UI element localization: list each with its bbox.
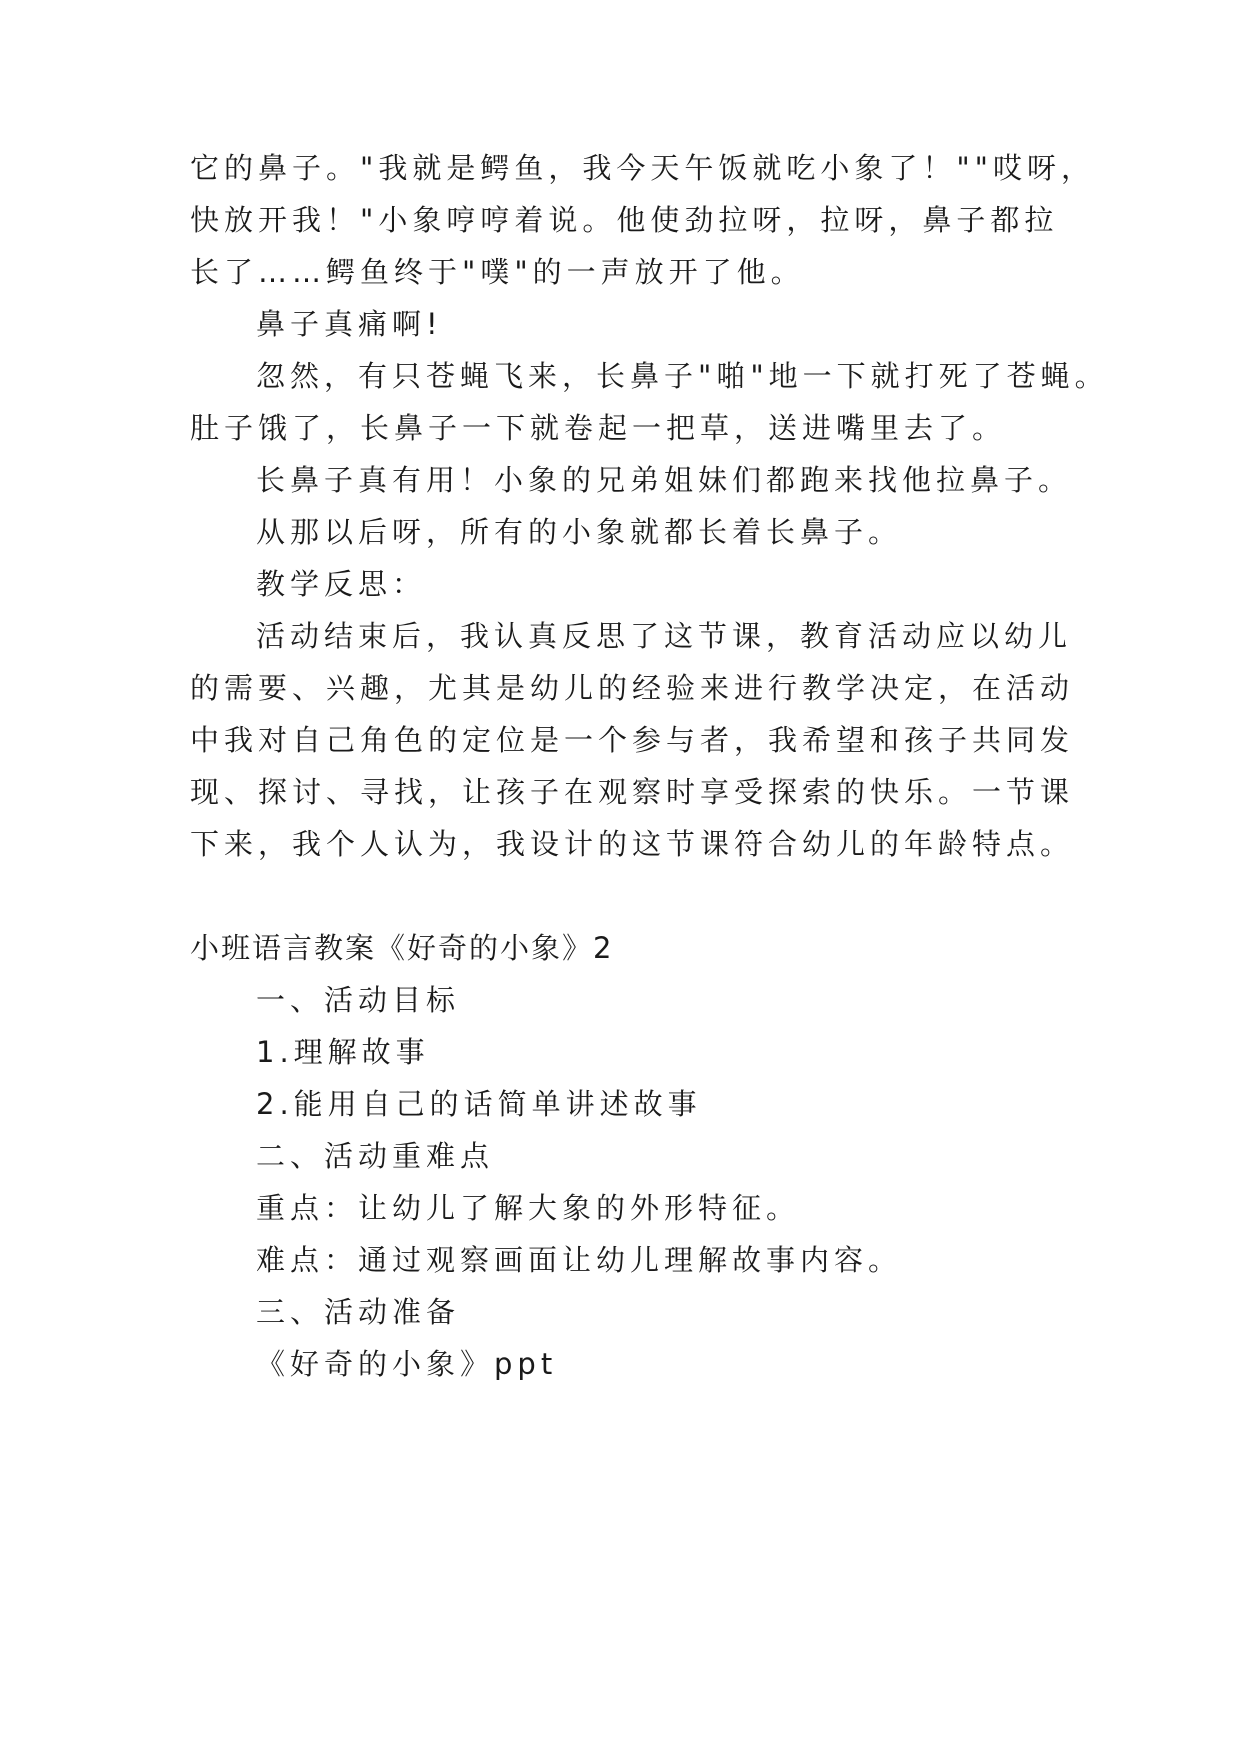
outline-item: 2.能用自己的话简单讲述故事 (256, 1087, 702, 1121)
section-title: 小班语言教案《好奇的小象》2 (190, 931, 614, 965)
reflection-line: 下来，我个人认为，我设计的这节课符合幼儿的年龄特点。 (190, 827, 1075, 861)
story-line: 忽然，有只苍蝇飞来，长鼻子"啪"地一下就打死了苍蝇。 (256, 359, 1109, 393)
outline-item: 难点：通过观察画面让幼儿理解故事内容。 (256, 1243, 903, 1277)
outline-item: 《好奇的小象》ppt (256, 1347, 558, 1381)
story-line: 肚子饿了，长鼻子一下就卷起一把草，送进嘴里去了。 (190, 411, 1007, 445)
story-line: 鼻子真痛啊! (256, 307, 443, 341)
story-line: 长鼻子真有用！小象的兄弟姐妹们都跑来找他拉鼻子。 (256, 463, 1073, 497)
outline-item: 1.理解故事 (256, 1035, 430, 1069)
outline-item: 二、活动重难点 (256, 1139, 495, 1173)
reflection-line: 中我对自己角色的定位是一个参与者，我希望和孩子共同发 (190, 723, 1075, 757)
reflection-line: 活动结束后，我认真反思了这节课，教育活动应以幼儿 (256, 619, 1073, 653)
story-line: 从那以后呀，所有的小象就都长着长鼻子。 (256, 515, 903, 549)
outline-item: 三、活动准备 (256, 1295, 461, 1329)
story-line: 快放开我！"小象哼哼着说。他使劲拉呀，拉呀，鼻子都拉 (190, 203, 1059, 237)
reflection-line: 的需要、兴趣，尤其是幼儿的经验来进行教学决定，在活动 (190, 671, 1075, 705)
story-line: 长了……鳄鱼终于"噗"的一声放开了他。 (190, 255, 805, 289)
outline-item: 重点：让幼儿了解大象的外形特征。 (256, 1191, 801, 1225)
story-line: 它的鼻子。"我就是鳄鱼，我今天午饭就吃小象了！""哎呀， (190, 151, 1096, 185)
reflection-line: 现、探讨、寻找，让孩子在观察时享受探索的快乐。一节课 (190, 775, 1075, 809)
reflection-heading: 教学反思： (256, 567, 427, 601)
outline-item: 一、活动目标 (256, 983, 461, 1017)
